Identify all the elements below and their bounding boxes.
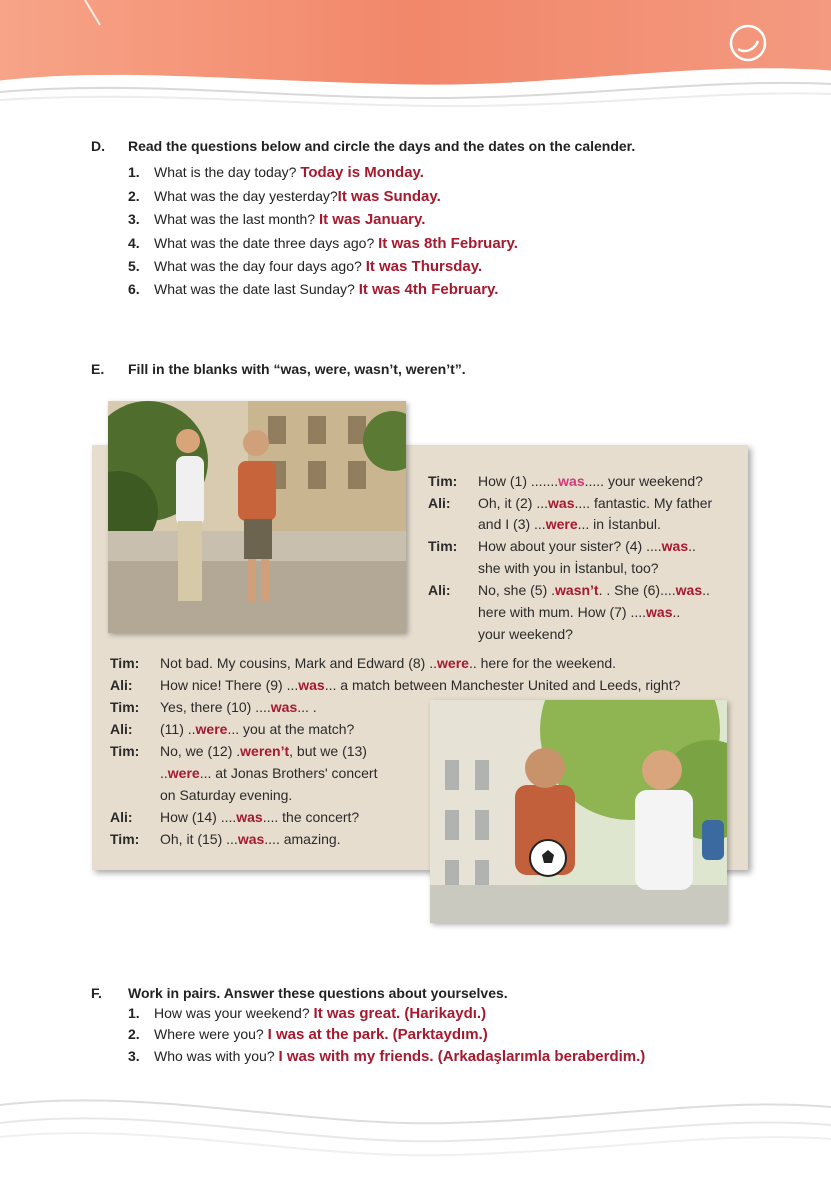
item-number: 1. bbox=[128, 164, 140, 180]
dialogue-line-3: and I (3) ...were... in İstanbul. bbox=[478, 516, 661, 532]
section-e-title: Fill in the blanks with “was, were, wasn’t, weren’t”. bbox=[128, 361, 466, 377]
line-text: amazing. bbox=[279, 831, 341, 847]
section-f-item-1 bbox=[128, 1005, 486, 1022]
line-text: she with you in İstanbul, too? bbox=[478, 560, 659, 576]
section-f-item-2 bbox=[128, 1026, 488, 1043]
blank-answer-9: was bbox=[298, 677, 325, 693]
blank-answer-12: weren’t bbox=[240, 743, 290, 759]
dialogue-line-10: Ali: How nice! There (9) ...was... a match between Manchester United and Leeds, right? bbox=[110, 677, 681, 693]
dialogue-line-4: Tim: How about your sister? (4) ....was.. bbox=[428, 538, 696, 554]
dialogue-line-9: Tim: Not bad. My cousins, Mark and Edward (8) ..were.. here for the weekend. bbox=[110, 655, 617, 671]
line-text: the concert? bbox=[278, 809, 360, 825]
section-d-item-1 bbox=[128, 164, 424, 181]
dialogue-line-17: Tim: Oh, it (15) ...was.... amazing. bbox=[110, 831, 341, 847]
photo-two-boys-talking bbox=[108, 401, 406, 633]
dialogue-line-8 bbox=[478, 626, 573, 642]
item-number: 6. bbox=[128, 281, 140, 297]
line-text: How (14) bbox=[160, 809, 221, 825]
question-text: Where were you? bbox=[154, 1026, 264, 1042]
speaker-label: Tim: bbox=[110, 655, 140, 671]
item-number: 2. bbox=[128, 1026, 140, 1042]
section-d-letter: D. bbox=[91, 138, 105, 154]
section-d-item-6 bbox=[128, 281, 498, 298]
item-number: 5. bbox=[128, 258, 140, 274]
answer-text: I was at the park. (Parktaydım.) bbox=[267, 1026, 488, 1043]
blank-answer-11: were bbox=[195, 721, 228, 737]
line-text: How (1) bbox=[478, 473, 531, 489]
speaker-label: Tim: bbox=[110, 743, 140, 759]
item-number: 3. bbox=[128, 1048, 140, 1064]
line-text: your weekend? bbox=[478, 626, 573, 642]
speaker-label: Tim: bbox=[428, 473, 458, 489]
answer-text: It was Thursday. bbox=[365, 258, 483, 275]
blank-answer-3: were bbox=[545, 516, 578, 532]
section-d-item-4 bbox=[128, 235, 518, 252]
blank-answer-15: was bbox=[237, 831, 265, 847]
line-text: your weekend? bbox=[604, 473, 703, 489]
item-number: 2. bbox=[128, 188, 140, 204]
dialogue-line-14: ..were... at Jonas Brothers' concert bbox=[160, 765, 378, 781]
line-text: Oh, it (15) bbox=[160, 831, 227, 847]
answer-text: It was 4th February. bbox=[358, 281, 499, 298]
item-number: 3. bbox=[128, 211, 140, 227]
line-text: . She (6) bbox=[602, 582, 661, 598]
line-text: . bbox=[308, 699, 317, 715]
speaker-label: Ali: bbox=[428, 495, 451, 511]
line-text: , but we (13) bbox=[289, 743, 367, 759]
line-text: on Saturday evening. bbox=[160, 787, 293, 803]
dialogue-line-1: Tim: How (1) .......was..... your weekend? bbox=[428, 473, 703, 489]
line-text: How about your sister? (4) bbox=[478, 538, 647, 554]
question-text: What was the day yesterday? bbox=[154, 188, 338, 204]
item-number: 4. bbox=[128, 235, 140, 251]
speaker-label: Tim: bbox=[110, 831, 140, 847]
blank-answer-8: were bbox=[437, 655, 469, 671]
answer-text: I was with my friends. (Arkadaşlarımla beraberdim.) bbox=[278, 1048, 646, 1065]
section-d-item-2 bbox=[128, 188, 441, 205]
blank-answer-5: wasn’t bbox=[555, 582, 599, 598]
section-d-item-5 bbox=[128, 258, 482, 275]
blank-answer-10: was bbox=[270, 699, 298, 715]
speaker-label: Ali: bbox=[428, 582, 451, 598]
question-text: What was the day four days ago? bbox=[154, 258, 362, 274]
dialogue-line-15 bbox=[160, 787, 292, 803]
answer-text: It was Sunday. bbox=[337, 188, 441, 205]
photo-boys-with-football bbox=[430, 700, 727, 923]
line-text: How nice! There (9) bbox=[160, 677, 287, 693]
blank-answer-14: was bbox=[236, 809, 263, 825]
line-text: Yes, there (10) bbox=[160, 699, 256, 715]
blank-answer-13: were bbox=[167, 765, 200, 781]
blank-answer-7: was bbox=[646, 604, 673, 620]
dialogue-line-12: Ali: (11) ..were... you at the match? bbox=[110, 721, 355, 737]
section-e-letter: E. bbox=[91, 361, 105, 377]
line-text: a match between Manchester United and Leeds, right? bbox=[336, 677, 681, 693]
dialogue-line-6: Ali: No, she (5) .wasn’t. . She (6)....was.. bbox=[428, 582, 710, 598]
question-text: What was the last month? bbox=[154, 211, 316, 227]
answer-text: It was January. bbox=[318, 211, 426, 228]
speaker-label: Ali: bbox=[110, 677, 133, 693]
question-text: Who was with you? bbox=[154, 1048, 275, 1064]
header-banner bbox=[0, 0, 831, 120]
line-text: (11) bbox=[160, 721, 188, 737]
blank-answer-4: was bbox=[661, 538, 689, 554]
section-f-title: Work in pairs. Answer these questions about yourselves. bbox=[128, 985, 508, 1001]
question-text: What was the date last Sunday? bbox=[154, 281, 355, 297]
circle-swirl-icon bbox=[728, 23, 768, 63]
question-text: What is the day today? bbox=[154, 164, 297, 180]
answer-text: It was great. (Harikaydı.) bbox=[313, 1005, 487, 1022]
footer-wave bbox=[0, 1075, 831, 1184]
blank-answer-1: was bbox=[558, 473, 585, 489]
blank-answer-6: was bbox=[675, 582, 703, 598]
question-text: What was the date three days ago? bbox=[154, 235, 375, 251]
line-text: at Jonas Brothers' concert bbox=[211, 765, 378, 781]
item-number: 1. bbox=[128, 1005, 140, 1021]
speaker-label: Tim: bbox=[428, 538, 458, 554]
speaker-label: Ali: bbox=[110, 809, 133, 825]
line-text: No, we (12) bbox=[160, 743, 237, 759]
line-text: No, she (5) bbox=[478, 582, 552, 598]
section-d-item-3 bbox=[128, 211, 425, 228]
dialogue-line-11: Tim: Yes, there (10) ....was... . bbox=[110, 699, 317, 715]
blank-answer-2: was bbox=[548, 495, 575, 511]
section-f-letter: F. bbox=[91, 985, 102, 1001]
section-d-title: Read the questions below and circle the days and the dates on the calender. bbox=[128, 138, 636, 154]
dialogue-line-7: here with mum. How (7) ....was.. bbox=[478, 604, 681, 620]
dialogue-line-2: Ali: Oh, it (2) ...was.... fantastic. My father bbox=[428, 495, 713, 511]
dialogue-line-13: Tim: No, we (12) .weren’t, but we (13) bbox=[110, 743, 367, 759]
speaker-label: Ali: bbox=[110, 721, 133, 737]
line-text: Not bad. My cousins, Mark and Edward (8) bbox=[160, 655, 430, 671]
line-text: here with mum. How (7) bbox=[478, 604, 631, 620]
line-text: and I (3) bbox=[478, 516, 535, 532]
question-text: How was your weekend? bbox=[154, 1005, 310, 1021]
line-text: you at the match? bbox=[239, 721, 355, 737]
section-f-item-3 bbox=[128, 1048, 645, 1065]
line-text: Oh, it (2) bbox=[478, 495, 537, 511]
line-text: in İstanbul. bbox=[589, 516, 661, 532]
dialogue-line-16: Ali: How (14) ....was.... the concert? bbox=[110, 809, 360, 825]
answer-text: It was 8th February. bbox=[378, 235, 518, 252]
dialogue-line-5 bbox=[478, 560, 659, 576]
speaker-label: Tim: bbox=[110, 699, 140, 715]
line-text: here for the weekend. bbox=[476, 655, 617, 671]
answer-text: Today is Monday. bbox=[300, 164, 424, 181]
line-text: fantastic. My father bbox=[590, 495, 713, 511]
